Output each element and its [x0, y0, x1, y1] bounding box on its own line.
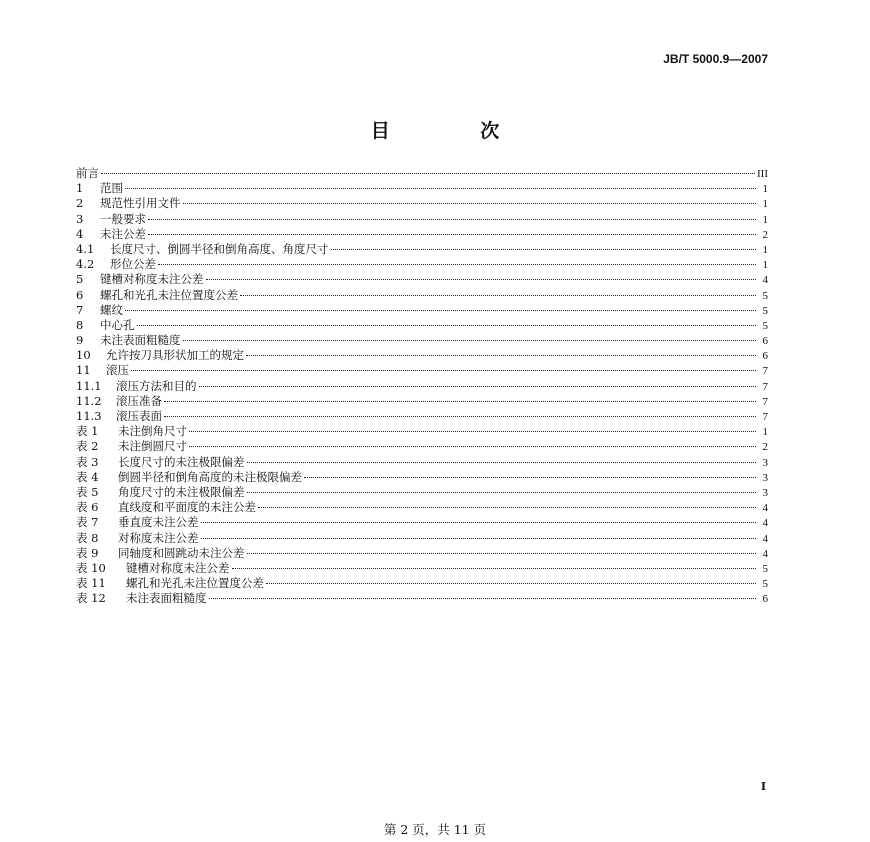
toc-dot-leader	[209, 598, 757, 599]
toc-dot-leader	[137, 325, 757, 326]
toc-entry-number: 7	[76, 302, 84, 317]
toc-entry-number: 4	[76, 226, 84, 241]
toc-entry	[76, 272, 768, 287]
toc-dot-leader	[247, 553, 757, 554]
toc-entry	[76, 303, 768, 318]
toc-entry-page: 7	[762, 395, 768, 408]
toc-dot-leader	[183, 340, 757, 341]
toc-dot-leader	[125, 310, 756, 311]
toc-entry-page: 1	[762, 183, 768, 196]
toc-entry-number: 2	[76, 196, 84, 211]
toc-entry-page: 3	[762, 471, 768, 484]
toc-entry-label: 滚压	[106, 363, 129, 378]
toc-entry	[76, 348, 768, 363]
toc-entry-label: 对称度未注公差	[118, 530, 199, 545]
toc-entry-label: 规范性引用文件	[100, 196, 181, 211]
toc-entry-label: 垂直度未注公差	[118, 515, 199, 530]
toc-entry-page: 1	[762, 259, 768, 272]
toc-entry-label: 长度尺寸的未注极限偏差	[118, 454, 245, 469]
toc-entry-number: 4.2	[76, 257, 95, 272]
toc-entry-label: 未注表面粗糙度	[100, 333, 181, 348]
toc-dot-leader	[189, 446, 756, 447]
toc-entry	[76, 515, 768, 530]
toc-dot-leader	[258, 507, 756, 508]
toc-entry-page: 5	[762, 319, 768, 332]
toc-entry	[76, 242, 768, 257]
toc-entry-page: 1	[762, 243, 768, 256]
toc-entry-number: 11.2	[76, 393, 102, 408]
toc-dot-leader	[201, 522, 757, 523]
toc-dot-leader	[246, 355, 756, 356]
toc-entry	[76, 166, 768, 181]
toc-entry-label: 允许按刀具形状加工的规定	[106, 348, 244, 363]
toc-entry-label: 未注倒角尺寸	[118, 424, 187, 439]
toc-dot-leader	[125, 188, 756, 189]
toc-entry-number: 1	[76, 181, 84, 196]
toc-dot-leader	[201, 538, 757, 539]
toc-entry-page: 2	[762, 441, 768, 454]
toc-entry-page: 4	[762, 502, 768, 515]
toc-dot-leader	[247, 492, 757, 493]
toc-entry-label: 螺孔和光孔未注位置度公差	[126, 576, 264, 591]
toc-entry-label: 角度尺寸的未注极限偏差	[118, 484, 245, 499]
toc-entry	[76, 363, 768, 378]
toc-entry-page: 4	[762, 532, 768, 545]
toc-entry-number: 表 10	[76, 560, 106, 575]
toc-entry-number: 9	[76, 333, 84, 348]
toc-entry-number: 表 1	[76, 424, 99, 439]
toc-entry-label: 螺纹	[100, 302, 123, 317]
toc-entry-number: 表 2	[76, 439, 99, 454]
toc-entry-number: 表 9	[76, 545, 99, 560]
toc-entry-page: 1	[762, 198, 768, 211]
toc-entry-number: 表 12	[76, 591, 106, 606]
toc-dot-leader	[232, 568, 757, 569]
toc-entry	[76, 485, 768, 500]
toc-dot-leader	[199, 386, 757, 387]
toc-entry-label: 未注公差	[100, 226, 146, 241]
toc-entry-label: 未注倒圆尺寸	[118, 439, 187, 454]
toc-entry-label: 螺孔和光孔未注位置度公差	[100, 287, 238, 302]
toc-entry-number: 11	[76, 363, 91, 378]
toc-entry	[76, 591, 768, 606]
toc-dot-leader	[331, 249, 757, 250]
toc-entry-label: 滚压方法和目的	[116, 378, 197, 393]
toc-entry-label: 前言	[76, 166, 99, 180]
toc-entry	[76, 394, 768, 409]
toc-entry-number: 11.3	[76, 409, 102, 423]
toc-entry	[76, 424, 768, 439]
toc-dot-leader	[247, 462, 757, 463]
toc-entry-label: 中心孔	[100, 317, 135, 332]
toc-dot-leader	[240, 295, 756, 296]
toc-entry-page: 3	[762, 486, 768, 499]
toc-entry	[76, 439, 768, 454]
toc-entry-page: 4	[762, 517, 768, 530]
toc-dot-leader	[131, 370, 756, 371]
toc-entry-label: 长度尺寸、倒圆半径和倒角高度、角度尺寸	[110, 241, 329, 256]
page-footer: 第 2 页，共 11 页	[383, 822, 487, 837]
toc-entry	[76, 409, 768, 424]
toc-entry-page: 4	[762, 274, 768, 287]
toc-entry-page: 6	[762, 593, 768, 606]
toc-entry-number: 3	[76, 211, 84, 226]
toc-entry	[76, 379, 768, 394]
toc-entry-number: 表 5	[76, 484, 99, 499]
toc-entry-page: 5	[762, 562, 768, 575]
toc-entry-label: 滚压准备	[116, 393, 162, 408]
toc-entry	[76, 576, 768, 591]
toc-entry-label: 键槽对称度未注公差	[100, 272, 204, 287]
toc-entry-number: 表 6	[76, 500, 99, 515]
toc-entry-number: 表 11	[76, 576, 106, 591]
toc-entry-page: 1	[762, 426, 768, 439]
standard-code: JB/T 5000.9—2007	[663, 52, 768, 66]
roman-page-number: I	[760, 780, 766, 793]
toc-entry-label: 未注表面粗糙度	[126, 591, 207, 606]
toc-entry	[76, 196, 768, 211]
toc-entry-page: 7	[762, 380, 768, 393]
toc-entry	[76, 470, 768, 485]
toc-entry	[76, 500, 768, 515]
toc-dot-leader	[164, 416, 756, 417]
toc-entry-label: 键槽对称度未注公差	[126, 560, 230, 575]
toc-dot-leader	[158, 264, 756, 265]
toc-dot-leader	[304, 477, 756, 478]
toc-entry	[76, 333, 768, 348]
toc-entry-number: 8	[76, 317, 84, 332]
page-title: 目 次	[370, 120, 542, 142]
toc-entry	[76, 212, 768, 227]
toc-entry-label: 同轴度和圆跳动未注公差	[118, 545, 245, 560]
toc-entry-page: 6	[762, 350, 768, 363]
toc-entry-number: 表 4	[76, 469, 99, 484]
toc-entry-page: 7	[762, 411, 768, 423]
toc-dot-leader	[148, 234, 756, 235]
toc-entry	[76, 181, 768, 196]
toc-entry-page: 1	[762, 213, 768, 226]
toc-entry-number: 4.1	[76, 241, 95, 256]
toc-dot-leader	[183, 203, 757, 204]
toc-entry-number: 表 3	[76, 454, 99, 469]
toc-entry-page: 6	[762, 335, 768, 348]
toc-entry	[76, 318, 768, 333]
toc-entry-page: 7	[762, 365, 768, 378]
toc-entry	[76, 455, 768, 470]
toc-entry-page: 3	[762, 456, 768, 469]
toc-entry-page: 5	[762, 289, 768, 302]
toc-entry-page: 5	[762, 578, 768, 591]
toc-dot-leader	[189, 431, 756, 432]
toc-entry	[76, 531, 768, 546]
toc-entry	[76, 257, 768, 272]
toc-entry-number: 5	[76, 272, 84, 287]
toc-entry	[76, 288, 768, 303]
toc-dot-leader	[101, 173, 755, 174]
toc-entry-number: 表 7	[76, 515, 99, 530]
toc-entry-label: 滚压表面	[116, 409, 162, 423]
table-of-contents	[76, 166, 768, 606]
toc-entry-number: 表 8	[76, 530, 99, 545]
toc-entry-label: 范围	[100, 181, 123, 196]
toc-entry-page: 4	[762, 547, 768, 560]
toc-entry-number: 6	[76, 287, 84, 302]
toc-entry-label: 形位公差	[110, 257, 156, 272]
toc-dot-leader	[206, 279, 757, 280]
toc-entry	[76, 227, 768, 242]
toc-dot-leader	[266, 583, 756, 584]
toc-entry	[76, 561, 768, 576]
toc-entry-label: 倒圆半径和倒角高度的未注极限偏差	[118, 469, 302, 484]
toc-entry-number: 11.1	[76, 378, 102, 393]
toc-dot-leader	[164, 401, 756, 402]
toc-dot-leader	[148, 219, 756, 220]
toc-entry-page: 2	[762, 228, 768, 241]
toc-entry-label: 一般要求	[100, 211, 146, 226]
toc-entry	[76, 546, 768, 561]
toc-entry-page: 5	[762, 304, 768, 317]
toc-entry-number: 10	[76, 348, 91, 363]
toc-entry-label: 直线度和平面度的未注公差	[118, 500, 256, 515]
toc-entry-page: III	[757, 168, 768, 180]
